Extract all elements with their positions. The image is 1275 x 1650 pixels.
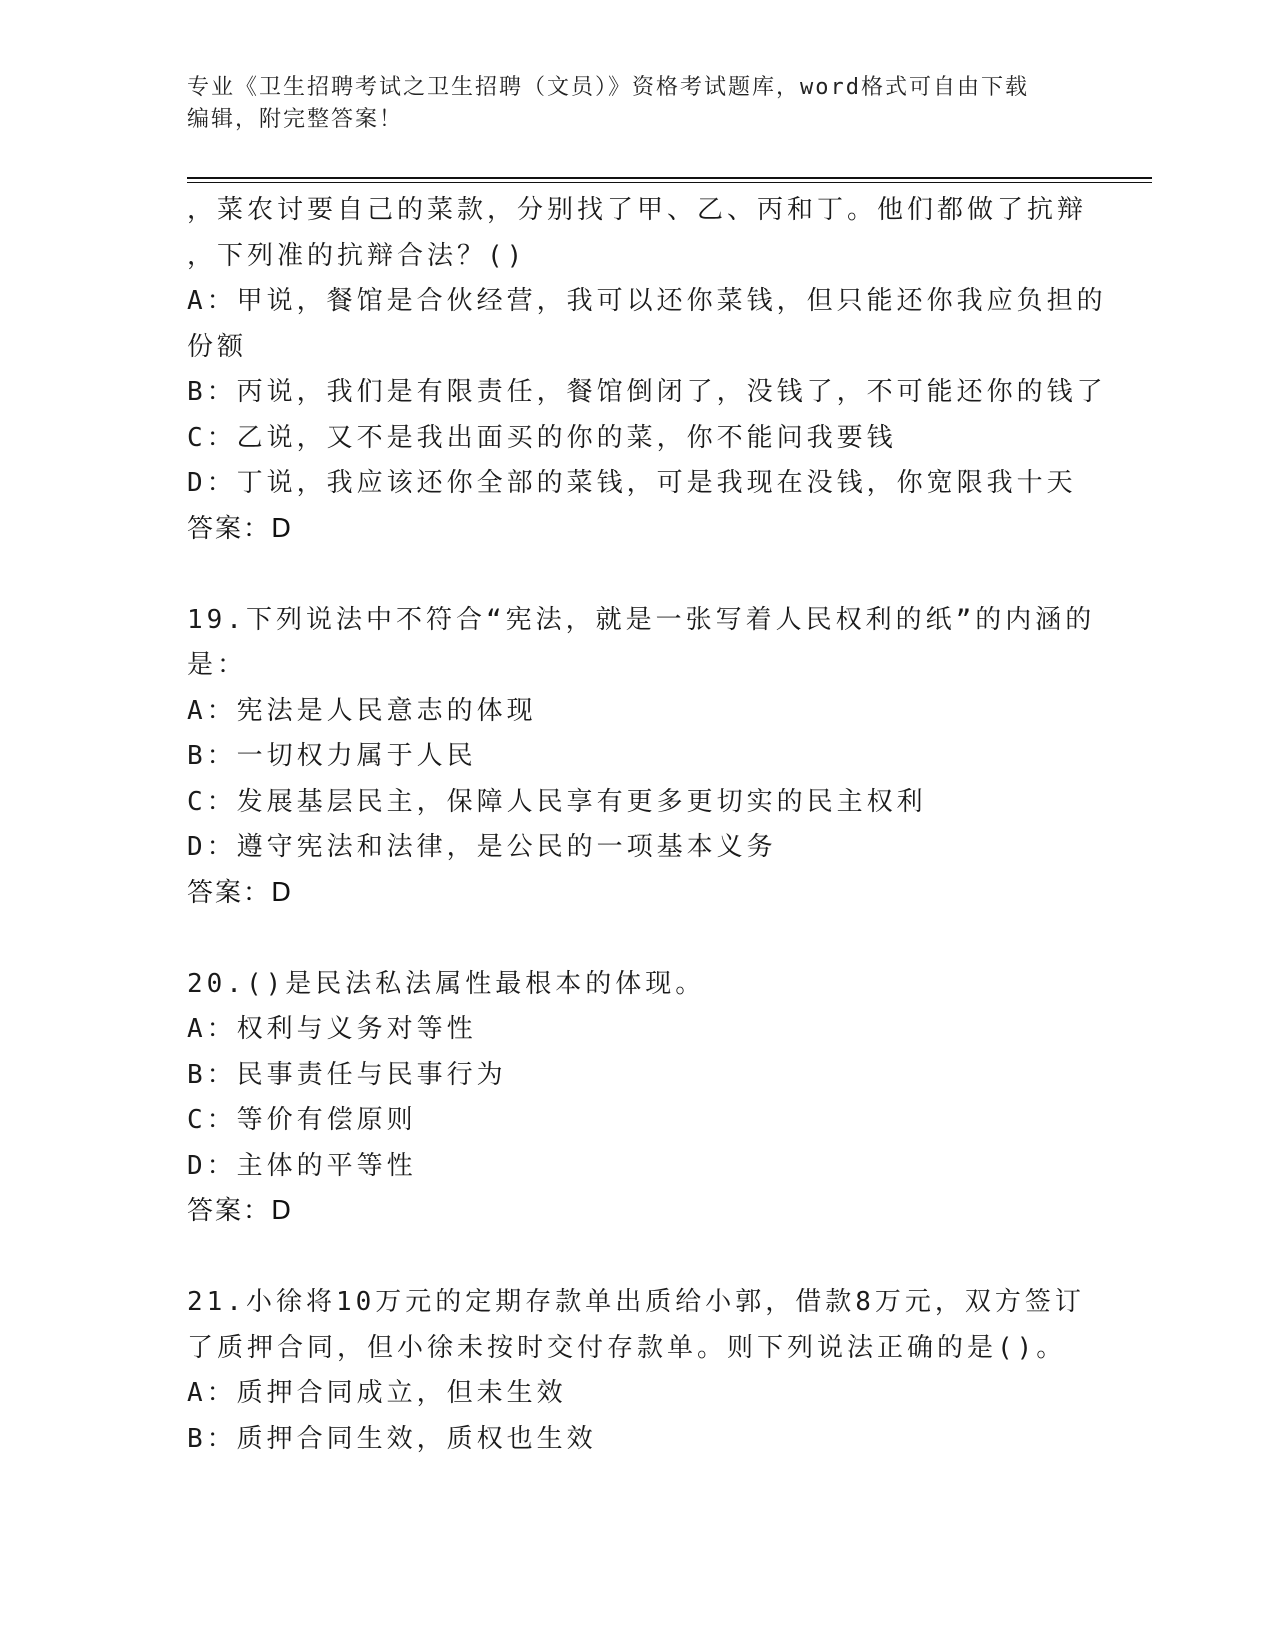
option-d: D：遵守宪法和法律，是公民的一项基本义务 [187,832,777,862]
option-b: B：民事责任与民事行为 [187,1059,507,1090]
question-text-line: 20.()是民法私法属性最根本的体现。 [187,968,706,999]
header-divider-thick [187,177,1152,179]
question-text-line: 是： [187,650,248,680]
header-divider-thin [187,182,1152,183]
document-body [187,188,1107,1462]
option-b: B：质押合同生效，质权也生效 [187,1423,597,1454]
option-a: A：宪法是人民意志的体现 [187,695,537,726]
option-b: B：丙说，我们是有限责任，餐馆倒闭了，没钱了，不可能还你的钱了 [187,377,1107,407]
answer-line: 答案：D [187,1196,294,1226]
option-a: A：权利与义务对等性 [187,1014,477,1044]
question-text-line: 了质押合同，但小徐未按时交付存款单。则下列说法正确的是()。 [187,1332,1067,1363]
option-a: A：甲说，餐馆是合伙经营，我可以还你菜钱，但只能还你我应负担的 [187,286,1107,316]
question-block-20 [187,962,1087,1235]
answer-line: 答案：D [187,877,294,908]
option-d: D：丁说，我应该还你全部的菜钱，可是我现在没钱，你宽限我十天 [187,468,1077,498]
page-header [187,72,1087,136]
option-d: D：主体的平等性 [187,1150,417,1181]
header-line-1: 专业《卫生招聘考试之卫生招聘（文员）》资格考试题库，word格式可自由下载 [187,75,1029,100]
spacer [187,1235,1087,1281]
option-c: C：等价有偿原则 [187,1105,417,1135]
question-text-line: 21.小徐将10万元的定期存款单出质给小郭，借款8万元，双方签订 [187,1287,1085,1317]
question-block-19 [187,598,1096,917]
question-block-21 [187,1280,1087,1462]
option-a-continued: 份额 [187,331,248,362]
question-text-line: 19.下列说法中不符合“宪法，就是一张写着人民权利的纸”的内涵的 [187,604,1096,635]
question-text-line: ，菜农讨要自己的菜款，分别找了甲、乙、丙和丁。他们都做了抗辩 [187,195,1088,225]
spacer [187,552,1087,598]
header-line-2: 编辑，附完整答案！ [187,107,404,132]
spacer [187,916,1087,962]
option-c: C：发展基层民主，保障人民享有更多更切实的民主权利 [187,786,927,817]
answer-line: 答案：D [187,513,294,544]
option-b: B：一切权力属于人民 [187,741,477,771]
option-c: C：乙说，又不是我出面买的你的菜，你不能问我要钱 [187,422,897,453]
question-text-line: ，下列准的抗辩合法？() [187,240,527,271]
question-block-18 [187,188,1107,552]
option-a: A：质押合同成立，但未生效 [187,1378,567,1408]
